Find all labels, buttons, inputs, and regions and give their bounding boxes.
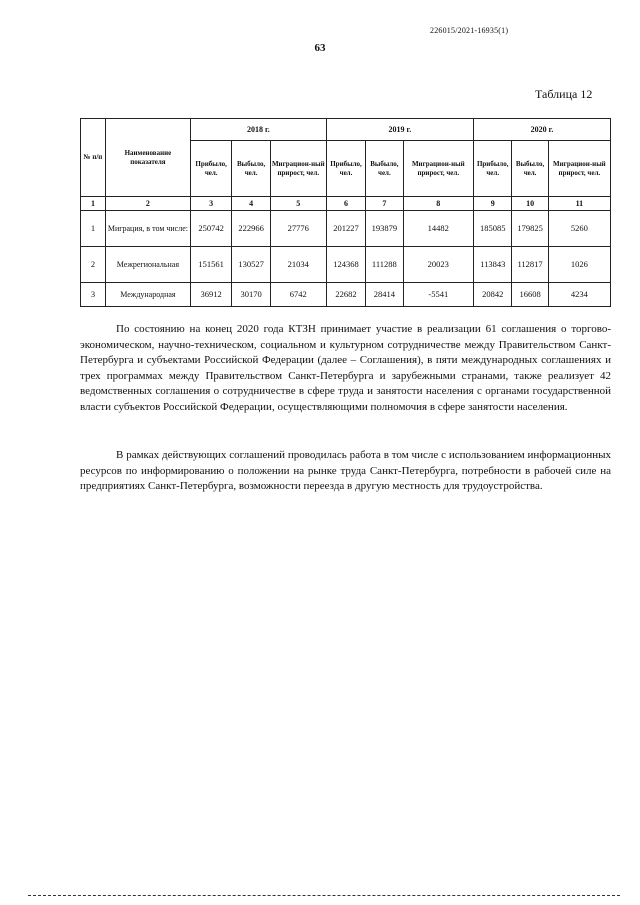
sub-header-arrived: Прибыло, чел. [326,141,365,197]
table-header-row [81,119,611,141]
table-cell: 5260 [548,211,610,247]
table-row [81,283,611,307]
table-cell: 112817 [512,247,548,283]
body-paragraph-2: В рамках действующих соглашений проводилась работа в том числе с использованием информационных ресурсов по информированию о положении на рынке труда Санкт-Петербурга, потребности в рабочей силе на предприятиях Санкт-Петербурга, возможности переезда в другую местность для трудоустройства. [80,449,611,493]
table-cell: 201227 [326,211,365,247]
table-cell: 113843 [474,247,512,283]
table-cell: 21034 [270,247,326,283]
column-index: 8 [403,197,474,211]
table-cell: 185085 [474,211,512,247]
sub-header-growth: Миграцион-ный прирост, чел. [270,141,326,197]
table-cell: 151561 [190,247,231,283]
table-cell: 6742 [270,283,326,307]
column-index: 5 [270,197,326,211]
row-name: Межрегиональная [105,247,190,283]
table-cell: 4234 [548,283,610,307]
col-no-header: № п/п [81,119,106,197]
column-index: 11 [548,197,610,211]
sub-header-growth: Миграцион-ный прирост, чел. [403,141,474,197]
footer-divider [28,895,620,896]
table-cell: 28414 [366,283,403,307]
table-cell: 36912 [190,283,231,307]
row-name: Международная [105,283,190,307]
table-caption: Таблица 12 [535,87,593,101]
sub-header-departed: Выбыло, чел. [512,141,548,197]
body-paragraph-1: По состоянию на конец 2020 года КТЗН принимает участие в реализации 61 соглашения о торгово-экономическом, научно-техническом, социальном и культурном сотрудничестве между Правительством Санкт-Петербурга и субъектами Российской Федерации (далее – Соглашения), в пяти международных соглашениях и трех программах между Правительством Санкт-Петербурга и зарубежными странами, также реализует 42 ведомственных соглашения о сотрудничестве в сфере труда и занятости населения с органами государственной власти субъектов Российской Федерации, осуществляющими полномочия в сфере занятости населения. [80,323,611,413]
table-cell: 193879 [366,211,403,247]
sub-header-growth: Миграцион-ный прирост, чел. [548,141,610,197]
table-cell: 20842 [474,283,512,307]
sub-header-arrived: Прибыло, чел. [474,141,512,197]
migration-table [80,118,611,307]
column-index: 2 [105,197,190,211]
column-index: 9 [474,197,512,211]
document-code: 226015/2021-16935(1) [430,26,509,35]
table-cell: 222966 [232,211,270,247]
table-cell: 16608 [512,283,548,307]
sub-header-arrived: Прибыло, чел. [190,141,231,197]
row-number: 2 [81,247,106,283]
table-cell: 179825 [512,211,548,247]
column-index-row [81,197,611,211]
table-cell: -5541 [403,283,474,307]
table-cell: 1026 [548,247,610,283]
sub-header-departed: Выбыло, чел. [232,141,270,197]
year-header-2020: 2020 г. [474,119,611,141]
column-index: 10 [512,197,548,211]
row-number: 3 [81,283,106,307]
table-cell: 250742 [190,211,231,247]
page-number: 63 [314,42,326,54]
table-cell: 30170 [232,283,270,307]
col-name-header: Наименование показателя [105,119,190,197]
table-cell: 124368 [326,247,365,283]
table-cell: 27776 [270,211,326,247]
table-cell: 22682 [326,283,365,307]
column-index: 6 [326,197,365,211]
column-index: 4 [232,197,270,211]
sub-header-departed: Выбыло, чел. [366,141,403,197]
table-cell: 14482 [403,211,474,247]
column-index: 7 [366,197,403,211]
row-number: 1 [81,211,106,247]
row-name: Миграция, в том числе: [105,211,190,247]
column-index: 3 [190,197,231,211]
table-row [81,211,611,247]
column-index: 1 [81,197,106,211]
year-header-2018: 2018 г. [190,119,326,141]
table-cell: 130527 [232,247,270,283]
table-cell: 111288 [366,247,403,283]
table-row [81,247,611,283]
year-header-2019: 2019 г. [326,119,473,141]
table-cell: 20023 [403,247,474,283]
